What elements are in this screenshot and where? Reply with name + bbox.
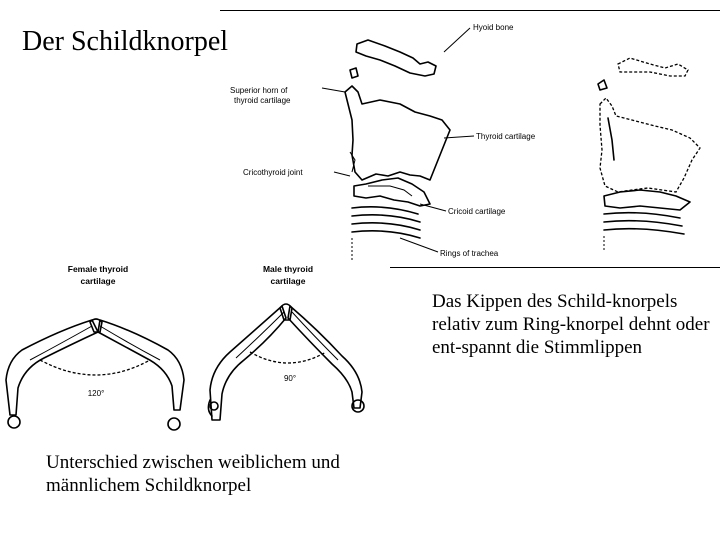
- label-male-angle: 90°: [283, 374, 297, 383]
- label-male-title-line2: cartilage: [270, 276, 306, 286]
- trachea-ring-tilted: [604, 213, 680, 218]
- label-thyroid-cartilage: Thyroid cartilage: [476, 132, 536, 141]
- trachea-ring: [352, 207, 418, 214]
- thyroid-cartilage-tilted-solid: [608, 118, 614, 160]
- caption-gender-difference: Unterschied zwischen weiblichem und männlichem Schildknorpel: [46, 452, 340, 496]
- cricoid-cartilage-tilted: [604, 190, 690, 210]
- hyoid-bone-tilted: [618, 58, 688, 76]
- thyroid-comparison-diagram: [0, 260, 380, 440]
- label-cricoid-cartilage: Cricoid cartilage: [448, 207, 506, 216]
- male-thyroid-drawing: [208, 304, 364, 420]
- trachea-ring-tilted: [604, 221, 682, 226]
- thyroid-cartilage: [345, 86, 450, 180]
- female-thyroid-drawing: [6, 319, 184, 430]
- slide-title: Der Schildknorpel: [22, 26, 229, 57]
- label-cricothyroid-joint: Cricothyroid joint: [243, 168, 303, 177]
- thyroid-cartilage-tilted: [600, 98, 700, 192]
- small-cartilage-tilted: [598, 80, 607, 90]
- small-cartilage: [350, 68, 358, 78]
- label-female-title-line1: Female thyroid: [67, 264, 129, 274]
- label-superior-horn-line2: thyroid cartilage: [234, 96, 291, 105]
- caption-tilting: Das Kippen des Schild-knorpels relativ zum Ring-knorpel dehnt oder ent-spannt die Stimmlippen: [432, 291, 710, 358]
- trachea-ring: [352, 231, 420, 238]
- label-male-title-line1: Male thyroid: [262, 264, 314, 274]
- cricoid-cartilage: [354, 178, 430, 206]
- trachea-ring: [352, 223, 420, 230]
- trachea-ring-tilted: [604, 229, 684, 234]
- label-superior-horn-line1: Superior horn of: [230, 86, 288, 95]
- hyoid-bone: [356, 40, 436, 76]
- label-rings-of-trachea: Rings of trachea: [440, 249, 499, 258]
- trachea-ring: [352, 215, 420, 222]
- label-female-angle: 120°: [87, 389, 105, 398]
- label-female-title-line2: cartilage: [80, 276, 116, 286]
- label-hyoid-bone: Hyoid bone: [473, 23, 514, 32]
